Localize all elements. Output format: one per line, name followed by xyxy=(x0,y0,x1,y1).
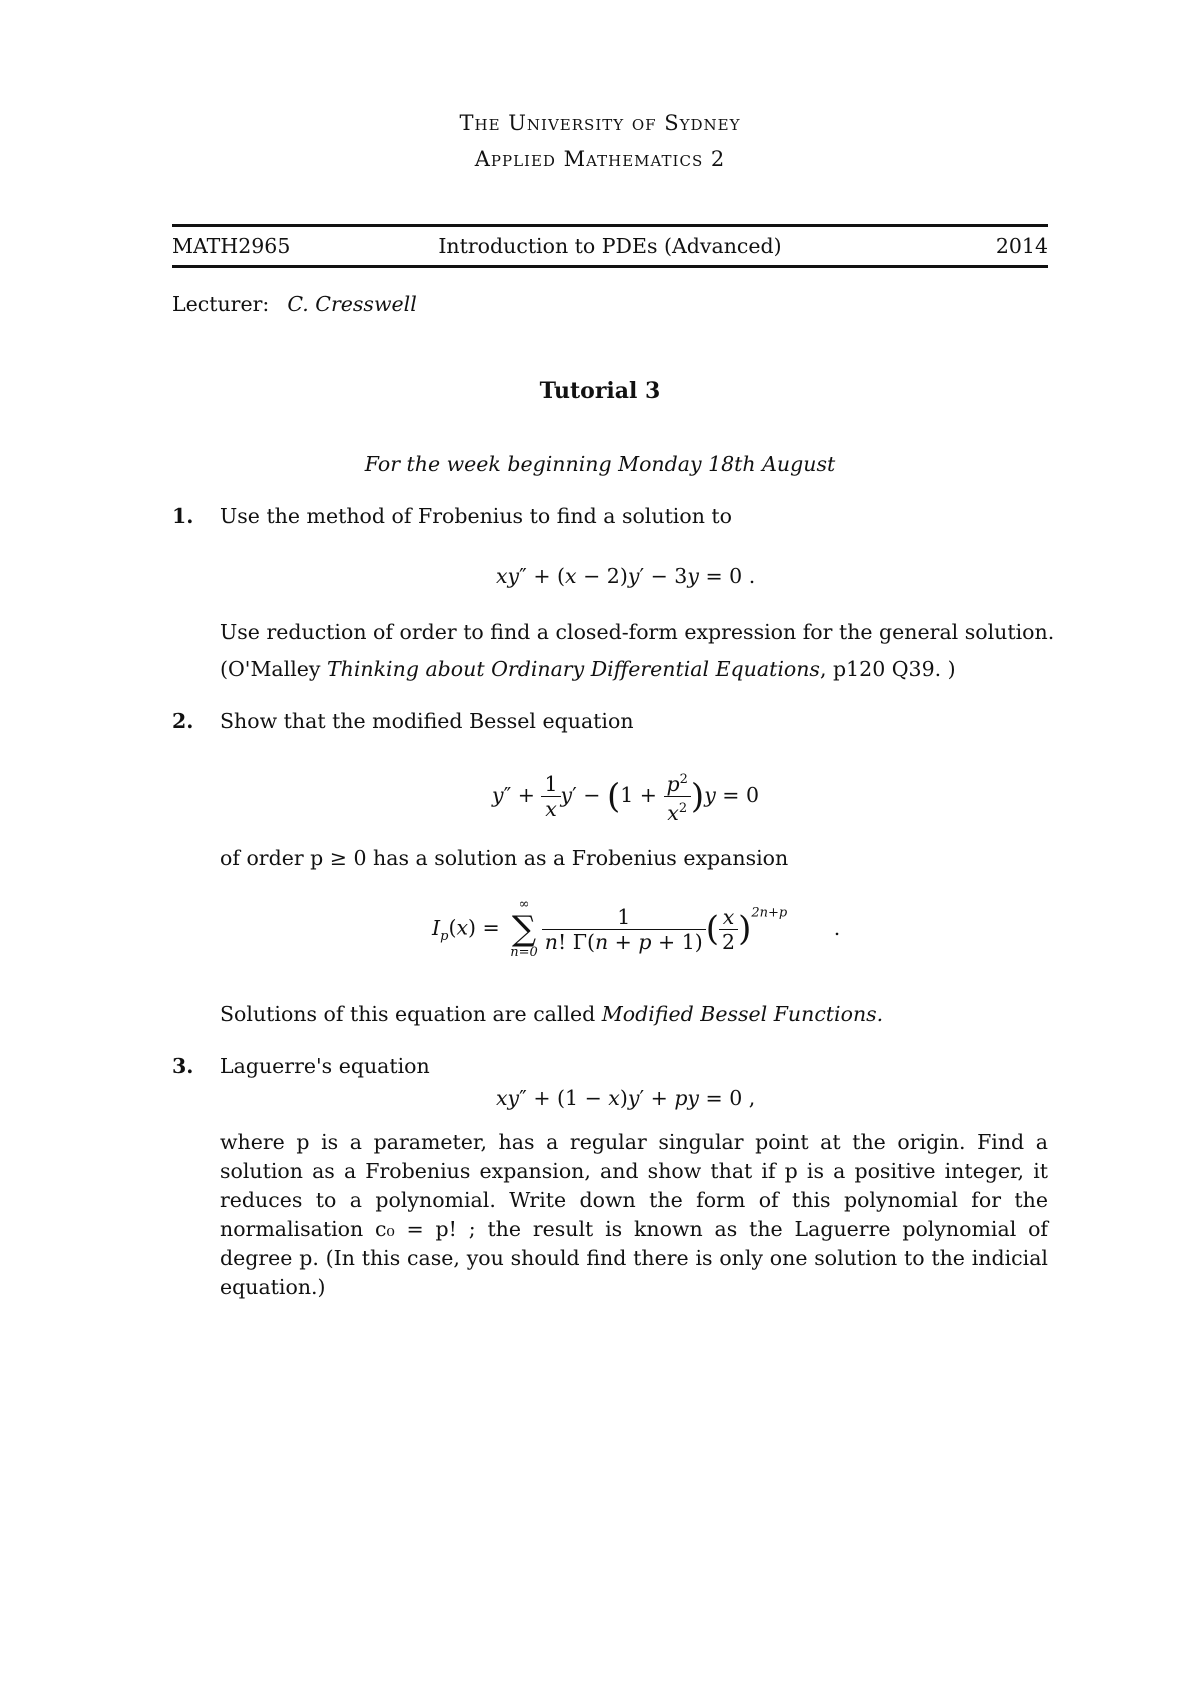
question-1-after: Use reduction of order to find a closed-form expression for the general solution. xyxy=(220,620,1055,644)
school-name: Applied Mathematics 2 xyxy=(474,147,726,171)
question-1-reference xyxy=(220,657,956,681)
lecturer-name: C. Cresswell xyxy=(287,292,417,316)
reference-close: , p120 Q39. ) xyxy=(819,657,956,681)
question-2-frobenius-expansion: $I_p(x)$ = ∞ ∑ n=0 $\frac{1}{n! \Gamma(n + p + 1)}$ ( $\frac{x}{2}$ )$^{2n+p}$ . xyxy=(432,897,841,960)
question-1-number: 1. xyxy=(172,504,194,528)
question-2-middle: of order p ≥ 0 has a solution as a Frobenius expansion xyxy=(220,846,789,870)
outro-text: Solutions of this equation are called xyxy=(220,1002,602,1026)
question-2-intro: Show that the modified Bessel equation xyxy=(220,709,634,733)
question-2-number: 2. xyxy=(172,709,194,733)
question-1-intro: Use the method of Frobenius to find a solution to xyxy=(220,504,732,528)
university-name: The University of Sydney xyxy=(459,111,741,135)
header-rule-top xyxy=(172,224,1048,227)
lecturer-line xyxy=(172,292,417,316)
question-2-bessel-equation: y″ + $\frac{1}{x}$ y′ − (1 + $\frac{p^2}{x^2}$ )y = 0 xyxy=(492,771,760,825)
outro-term: Modified Bessel Functions. xyxy=(601,1002,884,1026)
course-code: MATH2965 xyxy=(172,234,291,258)
tutorial-week: For the week beginning Monday 18th August xyxy=(364,452,836,476)
question-1-equation: xy″ + (x − 2)y′ − 3y = 0 . xyxy=(496,564,756,588)
question-3-laguerre-equation: xy″ + (1 − x)y′ + py = 0 , xyxy=(496,1086,756,1110)
reference-open: (O'Malley xyxy=(220,657,327,681)
lecturer-label: Lecturer: xyxy=(172,292,270,316)
reference-book: Thinking about Ordinary Differential Equations xyxy=(327,657,820,681)
course-header-row xyxy=(172,234,1048,264)
question-3-paragraph: where p is a parameter, has a regular singular point at the origin. Find a solution as a Frobenius expansion, and show that if p is a positive integer, it reduces to a polynomial. Write down the form of this polynomial for the normalisation c₀ = p! ; the result is known as the Laguerre polynomial of degree p. (In this case, you should find there is only one solution to the indicial equation.) xyxy=(220,1130,1048,1299)
question-3-intro: Laguerre's equation xyxy=(220,1054,430,1078)
header-rule-bottom xyxy=(172,265,1048,268)
course-title: Introduction to PDEs (Advanced) xyxy=(438,234,782,258)
course-year: 2014 xyxy=(995,234,1048,258)
tutorial-title: Tutorial 3 xyxy=(539,378,661,404)
question-2-outro xyxy=(220,1002,883,1026)
question-3-number: 3. xyxy=(172,1054,194,1078)
